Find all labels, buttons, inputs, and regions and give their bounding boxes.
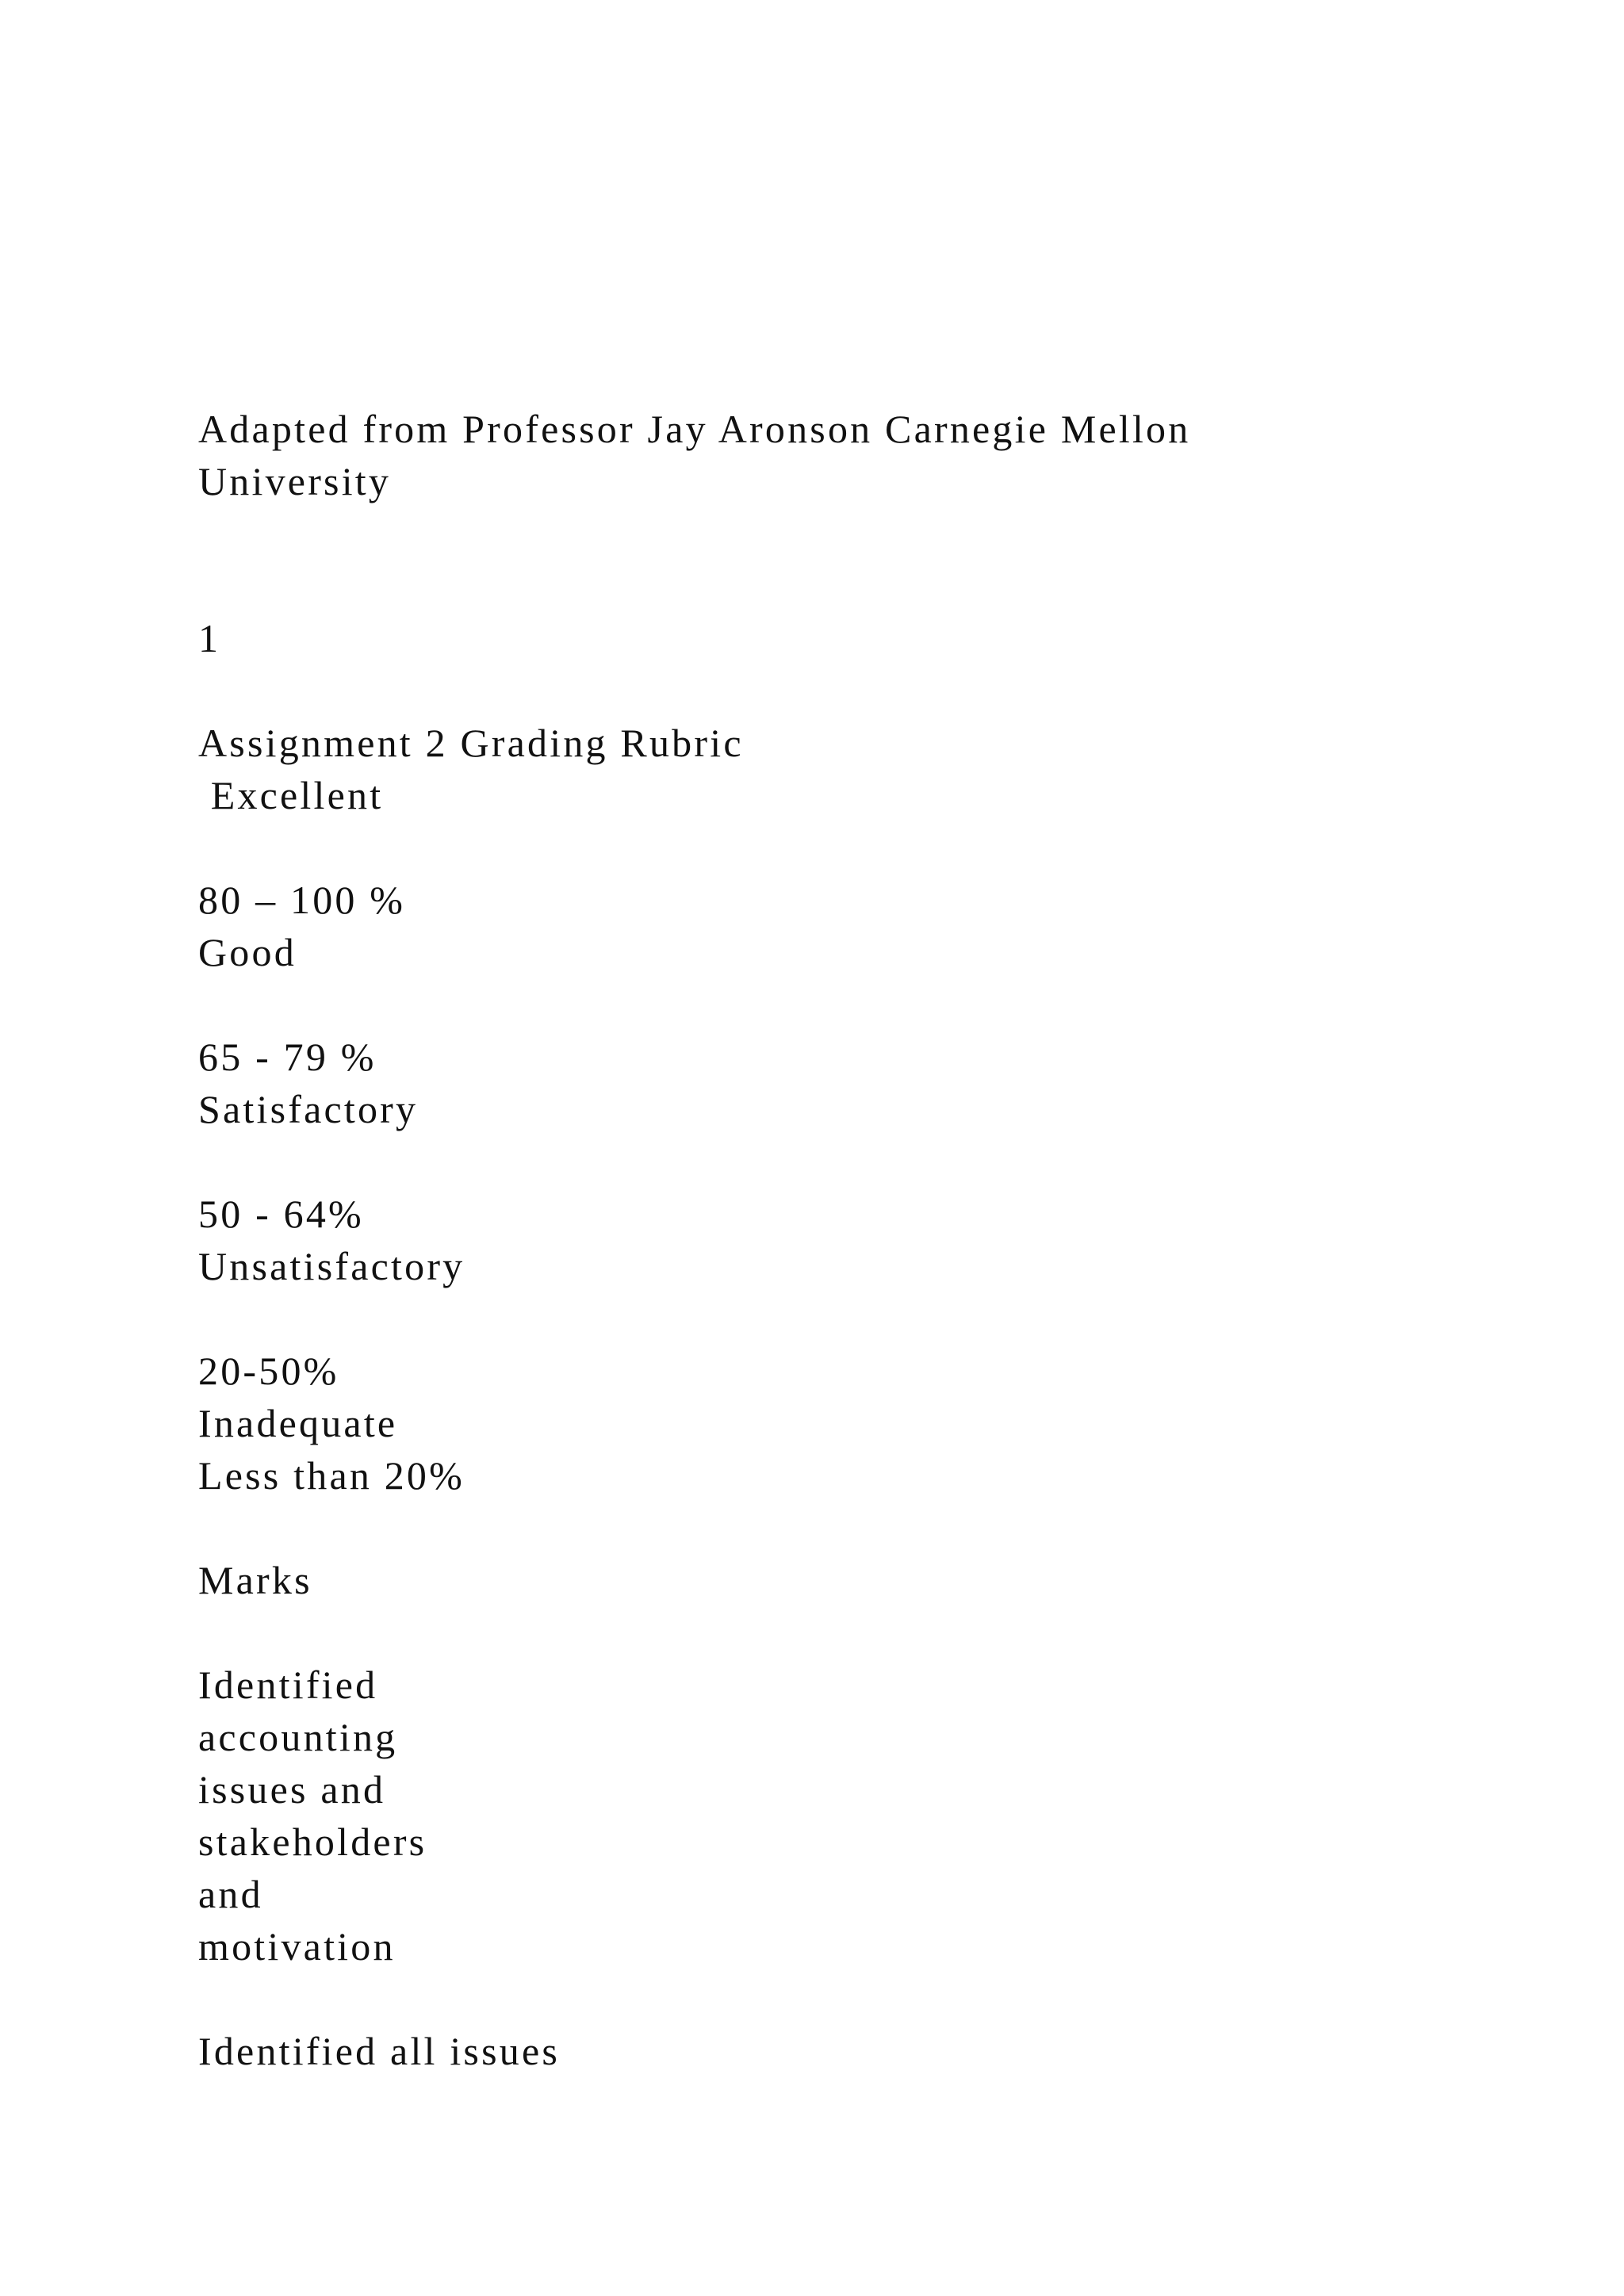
level-excellent-range: 80 – 100 % bbox=[198, 878, 406, 922]
page-number: 1 bbox=[198, 616, 221, 660]
level-unsatisfactory-range: 20-50% bbox=[198, 1349, 339, 1393]
level-good-label: Good bbox=[198, 930, 297, 974]
criterion-line: and bbox=[198, 1872, 263, 1916]
level-good-range: 65 - 79 % bbox=[198, 1035, 377, 1079]
level-satisfactory-range: 50 - 64% bbox=[198, 1192, 364, 1236]
criterion-line: Identified bbox=[198, 1663, 378, 1707]
document-body bbox=[198, 403, 1546, 2077]
excellent-description: Identified all issues bbox=[198, 2029, 560, 2073]
level-satisfactory-label: Satisfactory bbox=[198, 1087, 419, 1131]
rubric-title: Assignment 2 Grading Rubric bbox=[198, 721, 744, 765]
level-inadequate-label: Inadequate bbox=[198, 1401, 398, 1445]
level-excellent-label: Excellent bbox=[198, 773, 384, 817]
attribution-line-2: University bbox=[198, 459, 392, 503]
level-unsatisfactory-label: Unsatisfactory bbox=[198, 1244, 465, 1288]
criterion-line: issues and bbox=[198, 1767, 386, 1812]
level-inadequate-range: Less than 20% bbox=[198, 1453, 465, 1498]
marks-label: Marks bbox=[198, 1558, 312, 1602]
attribution-line-1: Adapted from Professor Jay Aronson Carnegie Mellon bbox=[198, 407, 1191, 451]
criterion-line: accounting bbox=[198, 1715, 398, 1759]
criterion-line: stakeholders bbox=[198, 1820, 427, 1864]
criterion-line: motivation bbox=[198, 1924, 396, 1969]
